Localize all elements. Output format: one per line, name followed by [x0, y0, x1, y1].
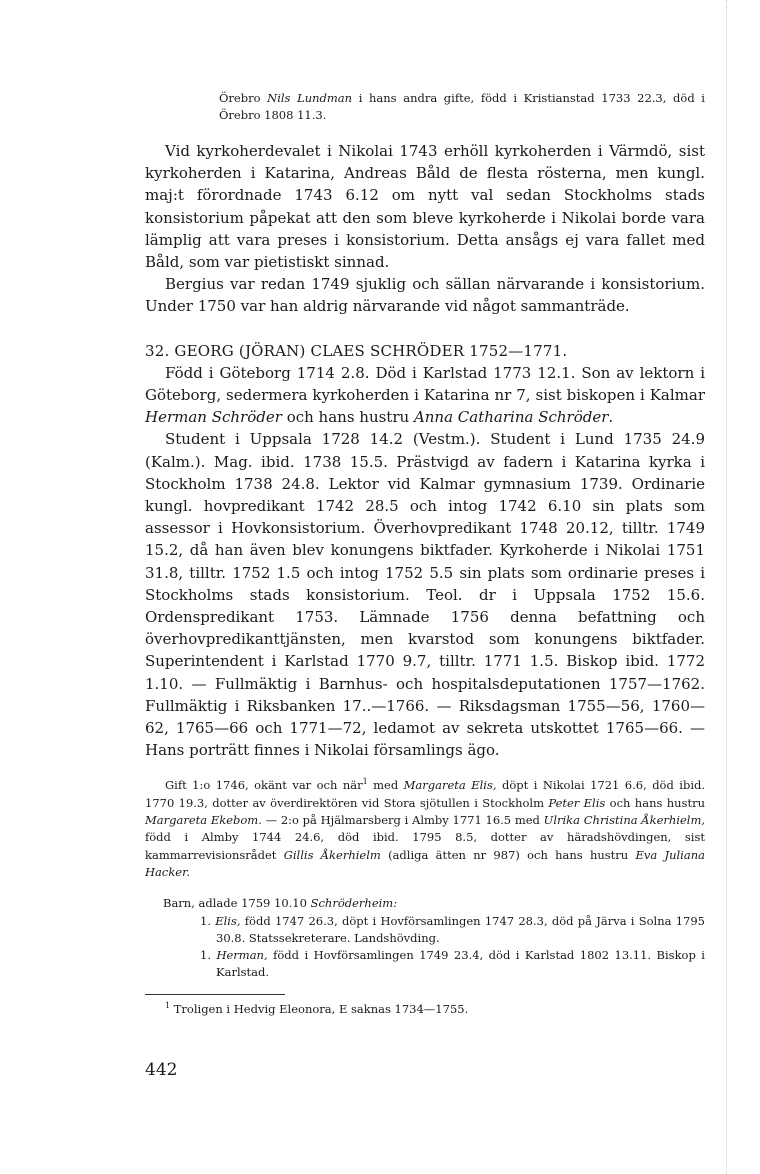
top-note-name: Nils Lundman: [267, 91, 353, 105]
father-name: Herman Schröder: [145, 408, 282, 427]
top-note: [145, 90, 705, 124]
footnote-text: Troligen i Hedvig Eleonora, E saknas 1734—1755.: [170, 1001, 469, 1016]
page-edge-line: [726, 0, 728, 1174]
children-heading-text: Barn, adlade 1759 10.10: [163, 896, 311, 911]
list-item-number: 1.: [200, 913, 216, 928]
footnote-marker: 1: [165, 1000, 171, 1010]
marriage-text-a: Gift 1:o 1746, okänt var och när: [165, 778, 363, 793]
father-in-law-2: Gillis Åkerhielm: [283, 847, 381, 862]
mother-name: Anna Catharina Schröder: [413, 408, 609, 427]
paragraph-birth: [145, 362, 705, 429]
list-item: [200, 913, 705, 948]
marriage-text-c: döpt i Nikolai 1721 6.6, död ibid. 1770 19.3, dotter av överdirektören vid Stora sjötullen i Stockholm: [145, 778, 706, 810]
marriage-text-g: (adliga ätten nr 987) och hans hustru: [380, 847, 636, 862]
child-name: Herman,: [216, 948, 268, 963]
child-details: född 1747 26.3, döpt i Hovförsamlingen 1747 28.3, död på Järva i Solna 1795 30.8. Statssekreterare. Landshövding.: [216, 913, 705, 945]
birth-text: Född i Göteborg 1714 2.8. Död i Karlstad 1773 12.1. Son av lektorn i Göteborg, sedermera kyrkoherden i Katarina nr 7, sist biskopen i Kalmar: [145, 363, 705, 405]
footnote-divider: [145, 994, 285, 995]
top-note-text: Örebro: [219, 91, 268, 105]
page-number: 442: [145, 1059, 178, 1080]
footnote: [165, 1001, 705, 1018]
marriage-text-e: — 2:o på Hjälmarsberg i Almby 1771 16.5 med: [261, 813, 544, 828]
footnote-ref[interactable]: 1: [362, 777, 368, 787]
child-name: Elis,: [215, 913, 241, 928]
family-name: Schröderheim:: [310, 896, 398, 911]
wife-2-name: Ulrika Christina Åkerhielm,: [543, 813, 706, 828]
paragraph-marriages: [145, 777, 705, 881]
marriage-text-d: och hans hustru: [605, 795, 705, 810]
paragraph-career: Student i Uppsala 1728 14.2 (Vestm.). Student i Lund 1735 24.9 (Kalm.). Mag. ibid. 1738 15.5. Prästvigd av fadern i Katarina kyrka i Stockholm 1738 24.8. Lektor vid Kalmar gymnasium 1739. Ordinarie kungl. hovpredikant 1742 28.5 och intog 1742 6.10 sin plats som assessor i Hovkonsistorium. Överhovpredikant 1748 20.12, tilltr. 1749 15.2, då han även blev konungens biktfader. Kyrkoherde i Nikolai 1751 31.8, tilltr. 1752 1.5 och intog 1752 5.5 sin plats som ordinarie preses i Stockholms stads konsistorium. Teol. dr i Uppsala 1752 15.6. Ordenspredikant 1753. Lämnade 1756 denna befattning och överhovpredikanttjänsten, men kvarstod som konungens biktfader. Superintendent i Karlstad 1770 9.7, tilltr. 1771 1.5. Biskop ibid. 1772 1.10. — Fullmäktig i Barnhus- och hospitalsdeputationen 1757—1762. Fullmäktig i Riksbanken 17..—1766. — Riksdagsman 1755—56, 1760—62, 1765—66 och 1771—72, ledamot av sekreta utskottet 1765—66. — Hans porträtt finnes i Nikolai församlings ägo.: [145, 430, 705, 760]
paragraph-election: Vid kyrkoherdevalet i Nikolai 1743 erhöll kyrkoherden i Värmdö, sist kyrkoherden i Katarina, Andreas Båld de flesta rösterna, men kungl. maj:t förordnade 1743 6.12 om nytt val sedan Stockholms stads konsistorium påpekat att den som bleve kyrkoherde i Nikolai borde vara lämplig att vara preses i konsistorium. Detta ansågs ej vara fallet med Båld, som var pietistiskt sinnad.: [145, 142, 705, 272]
list-item: [200, 947, 705, 982]
list-item-number: 1.: [200, 948, 217, 963]
child-details: född i Hovförsamlingen 1749 23.4, död i Karlstad 1802 13.11. Biskop i Karlstad.: [216, 948, 705, 980]
birth-text-2: och hans hustru: [281, 408, 414, 427]
children-heading: [163, 895, 705, 912]
mother-in-law-2: Eva Juliana Hacker.: [145, 847, 705, 879]
birth-text-3: .: [608, 408, 614, 427]
marriage-text-b: med: [367, 778, 404, 793]
marriage-text-f: född i Almby 1744 24.6, död ibid. 1795 8.5, dotter av häradshövdingen, sist kammarrevisionsrådet: [145, 830, 705, 862]
mother-in-law-1: Margareta Ekebom.: [145, 813, 262, 828]
entry-heading: 32. GEORG (JÖRAN) CLAES SCHRÖDER 1752—1771.: [145, 341, 568, 360]
father-in-law-1: Peter Elis: [548, 795, 606, 810]
top-note-text-end: i hans andra gifte, född i Kristianstad 1733 22.3, död i Örebro 1808 11.3.: [219, 91, 705, 122]
wife-1-name: Margareta Elis,: [403, 778, 497, 793]
text-column: [145, 90, 705, 1080]
paragraph-bergius: Bergius var redan 1749 sjuklig och sällan närvarande i konsistorium. Under 1750 var han aldrig närvarande vid något sammanträde.: [145, 275, 705, 316]
